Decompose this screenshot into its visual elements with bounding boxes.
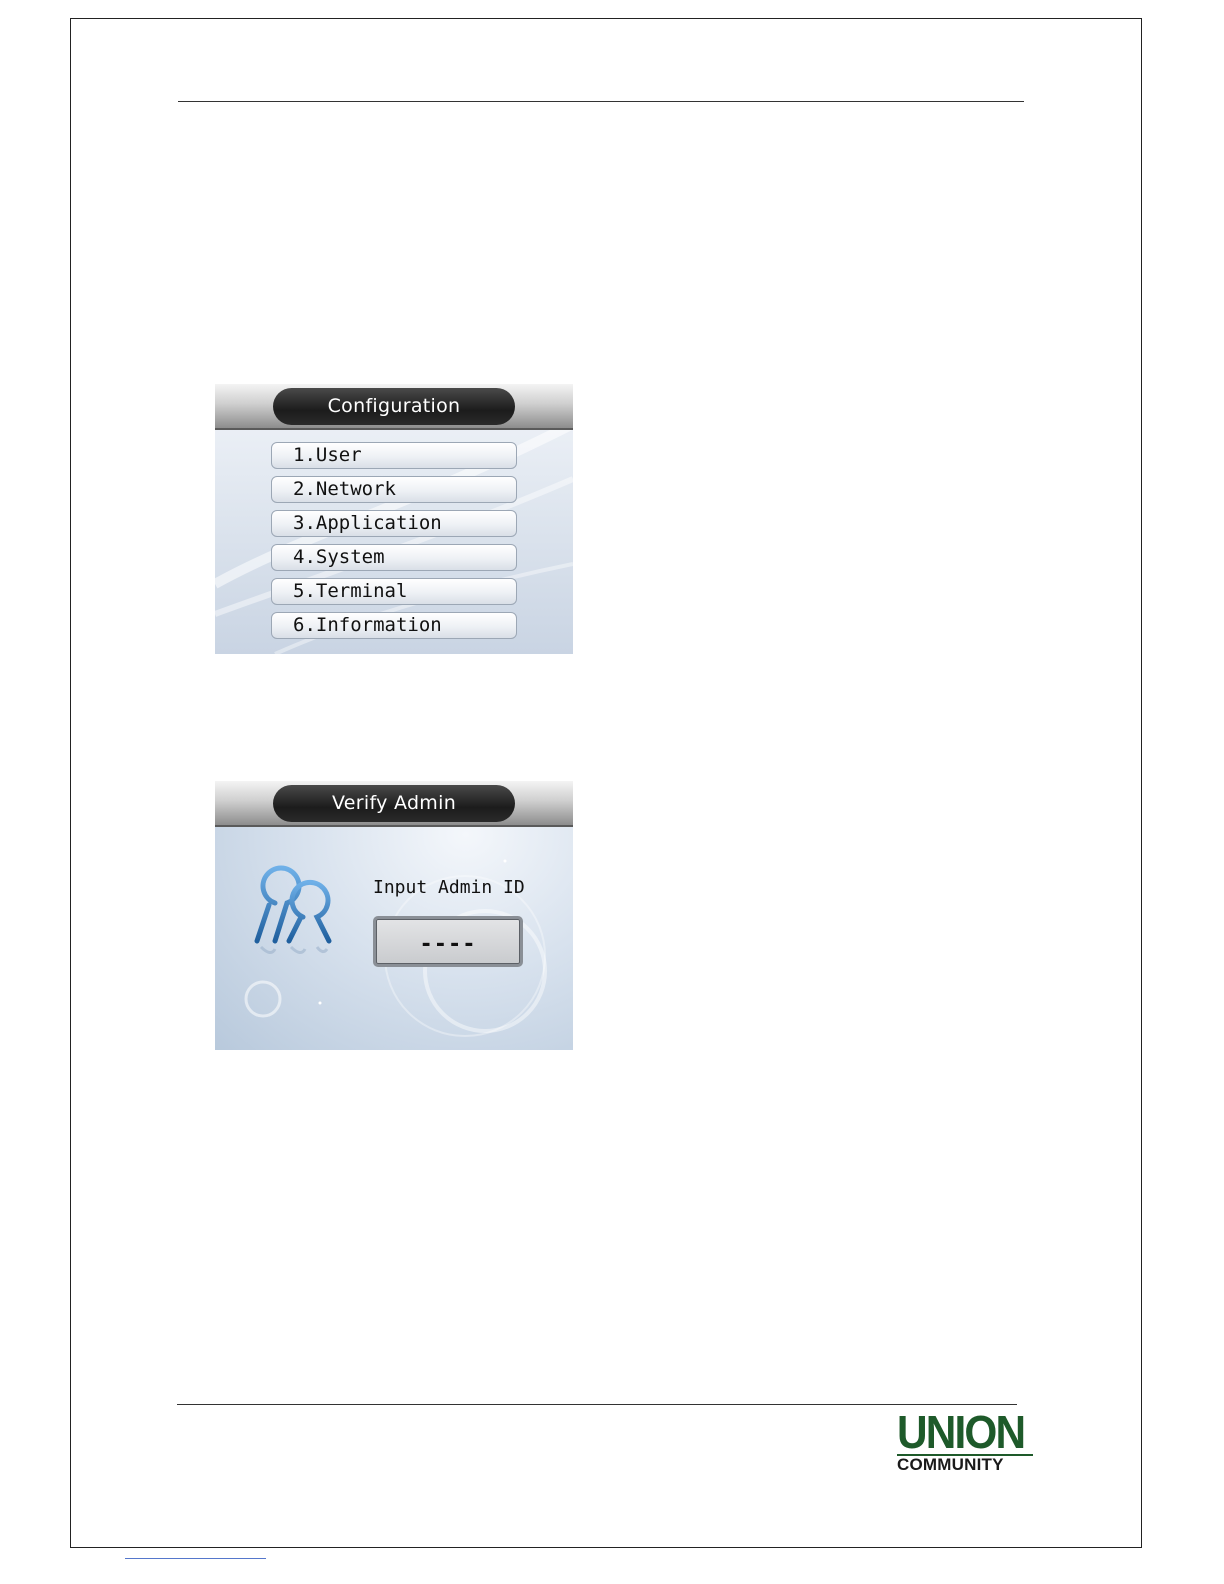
- config-menu: [271, 442, 517, 646]
- header-rule: [178, 101, 1024, 102]
- screen-title: Configuration: [273, 388, 515, 425]
- footer-link-underline[interactable]: [125, 1558, 266, 1559]
- menu-item-system[interactable]: 4.System: [271, 544, 517, 571]
- logo-subtitle: COMMUNITY: [897, 1454, 1033, 1473]
- menu-item-terminal[interactable]: 5.Terminal: [271, 578, 517, 605]
- verify-admin-screen: [215, 781, 573, 1050]
- menu-item-application[interactable]: 3.Application: [271, 510, 517, 537]
- union-community-logo: [897, 1406, 1033, 1474]
- configuration-screen: [215, 384, 573, 654]
- logo-word: UNION: [897, 1406, 1025, 1458]
- admin-id-field[interactable]: ----: [373, 916, 523, 967]
- menu-item-user[interactable]: 1.User: [271, 442, 517, 469]
- admin-id-prompt: Input Admin ID: [373, 877, 525, 898]
- keys-icon: [251, 863, 333, 973]
- title-bar: [215, 781, 573, 827]
- footer-rule: [177, 1404, 1017, 1405]
- screen-title: Verify Admin: [273, 785, 515, 822]
- menu-item-network[interactable]: 2.Network: [271, 476, 517, 503]
- menu-item-information[interactable]: 6.Information: [271, 612, 517, 639]
- title-bar: [215, 384, 573, 430]
